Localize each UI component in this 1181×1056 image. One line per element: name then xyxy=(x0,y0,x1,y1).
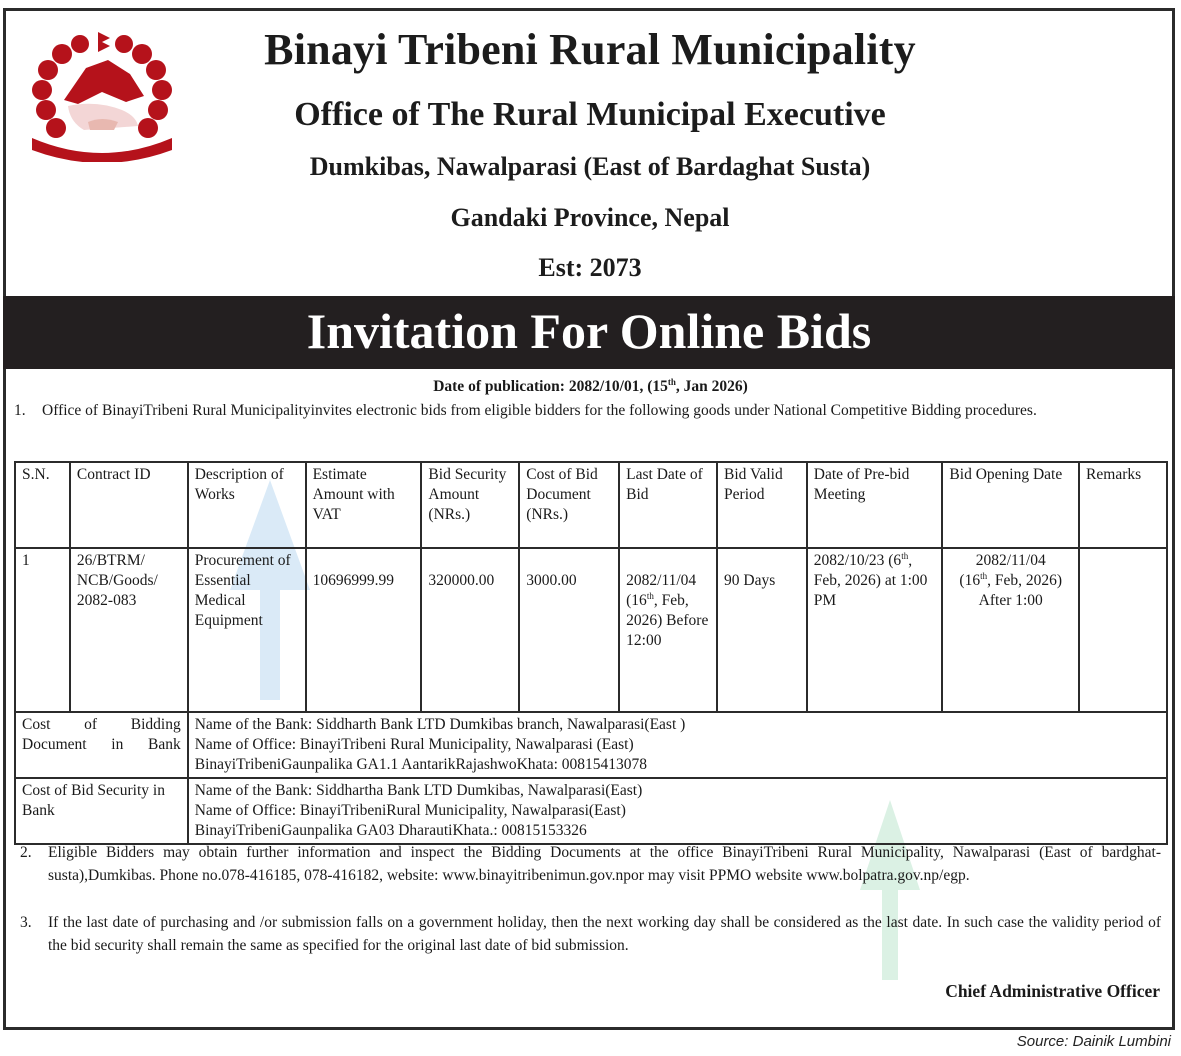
opening-date-line xyxy=(949,571,1072,591)
header-cell: Estimate Amount with VAT xyxy=(306,462,422,548)
signoff-title: Chief Administrative Officer xyxy=(945,981,1160,1001)
paragraph-number: 1. xyxy=(14,402,26,419)
prebid-cell xyxy=(807,548,943,712)
bank-row-bid-security xyxy=(15,778,1167,844)
bank-row-details xyxy=(188,778,1167,844)
bank-row-label: Cost of Bid Security in Bank xyxy=(15,778,188,844)
paragraph-3 xyxy=(20,911,1161,957)
header-cell: Description of Works xyxy=(188,462,306,548)
office-name-line: Name of Office: BinayiTribeniRural Municipality, Nawalparasi(East) xyxy=(194,802,626,819)
contract-id-cell: 26/BTRM/ NCB/Goods/ 2082-083 xyxy=(70,548,188,712)
opening-date-text: (16 xyxy=(959,572,981,589)
last-date-cell xyxy=(619,548,717,712)
header-cell: Last Date of Bid xyxy=(619,462,717,548)
paragraph-text: Eligible Bidders may obtain further information and inspect the Bidding Documents at the office BinayiTribeni Rural Municipality, Nawalparasi (East of bardghat-susta),Dumkibas. Phone no.078-416185, 078-416182, website: www.binayitribenimun.gov.npor may visit PPMO website www.bolpatra.gov.np/egp. xyxy=(48,844,1161,884)
description-cell: Procurement of Essential Medical Equipment xyxy=(188,548,306,712)
source-credit: Source: Dainik Lumbini xyxy=(1016,1033,1171,1050)
prebid-text: , Feb, 2026) at 1:00 PM xyxy=(813,552,928,609)
paragraph-text: Office of BinayiTribeni Rural Municipalityinvites electronic bids from eligible bidders for the following goods under National Competitive Bidding procedures. xyxy=(42,402,1037,419)
sn-cell: 1 xyxy=(15,548,70,712)
office-name: Office of The Rural Municipal Executive xyxy=(294,96,886,133)
header-cell: Bid Security Amount (NRs.) xyxy=(421,462,519,548)
notice-title-banner xyxy=(3,296,1175,369)
opening-date-cell xyxy=(942,548,1079,712)
estimate-cell: 10696999.99 xyxy=(306,548,422,712)
bank-name-line: Name of the Bank: Siddharth Bank LTD Dumkibas branch, Nawalparasi(East ) xyxy=(194,716,686,733)
header-cell: Date of Pre-bid Meeting xyxy=(807,462,943,548)
established-year: Est: 2073 xyxy=(538,253,642,282)
header-cell: Cost of Bid Document (NRs.) xyxy=(519,462,619,548)
header-cell: Remarks xyxy=(1079,462,1167,548)
header-cell: S.N. xyxy=(15,462,70,548)
ordinal-suffix: th xyxy=(667,377,676,387)
province: Gandaki Province, Nepal xyxy=(450,203,730,232)
bank-row-details xyxy=(188,712,1167,778)
doc-cost-cell: 3000.00 xyxy=(519,548,619,712)
publication-date-rest: , Jan 2026) xyxy=(675,378,748,395)
last-date-text: , Feb, 2026) Before 12:00 xyxy=(626,592,709,649)
paragraph-number: 2. xyxy=(20,844,32,861)
last-date-text: 2082/11/04 (16 xyxy=(626,572,697,609)
paragraph-2 xyxy=(20,841,1161,887)
opening-time-text: After 1:00 xyxy=(978,592,1043,609)
publication-date-label: Date of publication: 2082/10/01, (15 xyxy=(433,378,668,395)
paragraph-text: If the last date of purchasing and /or submission falls on a government holiday, then the next working day shall be considered as the last date. In such case the validity period of the bid security shall remain the same as specified for the original last date of bid submission. xyxy=(48,914,1161,954)
bank-name-line: Name of the Bank: Siddhartha Bank LTD Dumkibas, Nawalparasi(East) xyxy=(194,782,643,799)
prebid-text: 2082/10/23 (6 xyxy=(813,552,902,569)
table-header-row xyxy=(15,462,1167,548)
bank-row-label: Cost of Bidding Document in Bank xyxy=(15,712,188,778)
nepal-government-emblem-icon xyxy=(26,30,178,162)
org-name: Binayi Tribeni Rural Municipality xyxy=(264,25,916,74)
bid-security-cell: 320000.00 xyxy=(421,548,519,712)
table-row xyxy=(15,548,1167,712)
header-cell: Bid Opening Date xyxy=(942,462,1079,548)
header-cell: Contract ID xyxy=(70,462,188,548)
opening-date-text: 2082/11/04 xyxy=(975,552,1046,569)
paragraph-1 xyxy=(14,399,1161,422)
office-address: Dumkibas, Nawalparasi (East of Bardaghat Susta) xyxy=(309,152,871,181)
ordinal-suffix: th xyxy=(646,591,654,601)
opening-date-text: , Feb, 2026) xyxy=(987,572,1063,589)
paragraph-number: 3. xyxy=(20,914,32,931)
publication-date xyxy=(0,378,1181,396)
bank-row-bidding-document xyxy=(15,712,1167,778)
ordinal-suffix: th xyxy=(980,571,988,581)
office-name-line: Name of Office: BinayiTribeni Rural Municipality, Nawalparasi (East) xyxy=(194,736,634,753)
bid-table xyxy=(14,461,1168,845)
notice-title: Invitation For Online Bids xyxy=(306,303,872,359)
account-line: BinayiTribeniGaunpalika GA03 DharautiKhata.: 00815153326 xyxy=(194,822,587,839)
account-line: BinayiTribeniGaunpalika GA1.1 AantarikRajashwoKhata: 00815413078 xyxy=(194,756,648,773)
valid-period-cell: 90 Days xyxy=(717,548,807,712)
ordinal-suffix: th xyxy=(901,551,909,561)
header-cell: Bid Valid Period xyxy=(717,462,807,548)
remarks-cell xyxy=(1079,548,1167,712)
